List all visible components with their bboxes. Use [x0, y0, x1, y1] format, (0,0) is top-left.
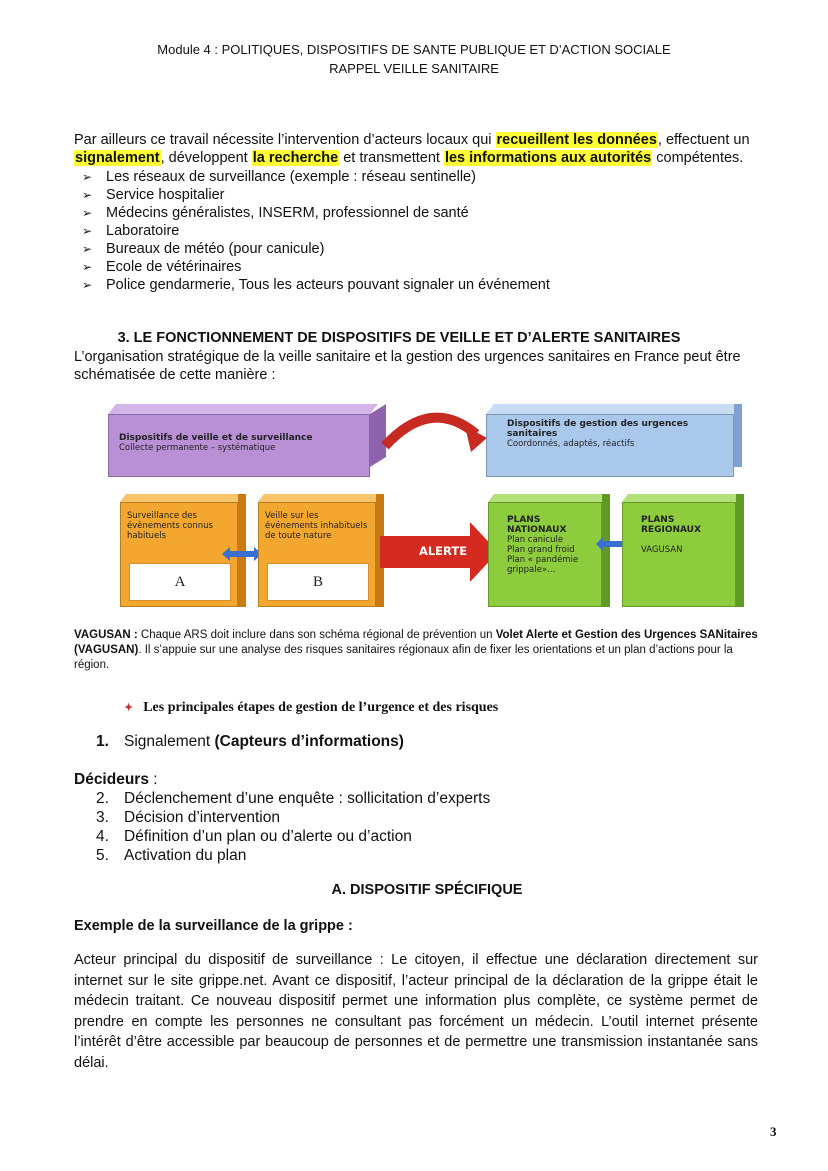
- intro-text: , développent: [160, 150, 252, 166]
- intro-paragraph: [74, 131, 764, 167]
- arrow-bullet-icon: ➢: [82, 224, 93, 238]
- diamond-bullet-icon: ✦: [124, 702, 134, 714]
- intro-text: compétentes.: [652, 150, 744, 166]
- vagusan-label: VAGUSAN :: [74, 629, 138, 641]
- plan-item: Plan « pandémie: [507, 555, 579, 565]
- decideurs-steps: [74, 789, 674, 865]
- plan-item: Plan grand froid: [507, 545, 575, 555]
- header-module-title: Module 4 : POLITIQUES, DISPOSITIFS DE SANTE PUBLIQUE ET D’ACTION SOCIALE: [157, 42, 671, 57]
- list-item: ➢ Ecole de vétérinaires: [82, 259, 242, 275]
- highlight-informations: les informations aux autorités: [444, 150, 652, 166]
- box-a-label: A: [129, 563, 231, 601]
- highlight-recherche: la recherche: [252, 150, 339, 166]
- arrow-bullet-icon: ➢: [82, 188, 93, 202]
- highlight-signalement: signalement: [75, 150, 160, 166]
- arrow-bullet-icon: ➢: [82, 278, 93, 292]
- vagusan-note: VAGUSAN : Chaque ARS doit inclure dans son schéma régional de prévention un Volet Alerte et Gestion des Urgences SANitaires (VAGUSAN). Il s’appuie sur une analyse des risques sanitaires régionaux afin de fixer les orientations et un plan d’actions pour la région.: [74, 629, 758, 671]
- list-item: ➢ Les réseaux de surveillance (exemple : réseau sentinelle): [82, 169, 476, 185]
- box-b-text: Veille sur les événements inhabituels de toute nature: [265, 511, 368, 541]
- page-header: [0, 40, 828, 78]
- veille-sub: Collecte permanente – systématique: [119, 443, 276, 453]
- curved-arrow-icon: [381, 404, 491, 460]
- gestion-sub: Coordonnés, adaptés, réactifs: [507, 439, 635, 449]
- etapes-title: Les principales étapes de gestion de l’urgence et des risques: [143, 700, 499, 715]
- arrow-bullet-icon: ➢: [82, 206, 93, 220]
- list-item: 3. Décision d’intervention: [96, 809, 280, 826]
- intro-text: , effectuent un: [657, 132, 750, 148]
- gestion-title: Dispositifs de gestion des urgences sanitaires: [507, 419, 689, 439]
- plans-regionaux-title: PLANS REGIONAUX: [641, 515, 701, 535]
- etapes-heading: [124, 700, 498, 716]
- intro-text: et transmettent: [339, 150, 444, 166]
- list-item: ➢ Laboratoire: [82, 223, 180, 239]
- list-item: ➢ Médecins généralistes, INSERM, professionnel de santé: [82, 205, 469, 221]
- plan-item: VAGUSAN: [641, 545, 683, 555]
- decideurs-label: Décideurs :: [74, 771, 158, 788]
- alerte-label: ALERTE: [418, 544, 468, 558]
- vagusan-bold: Volet Alerte et Gestion des Urgences SANitaires (VAGUSAN): [74, 629, 758, 656]
- grippe-paragraph: Acteur principal du dispositif de surveillance : Le citoyen, il effectue une déclaration directement sur internet sur le site grippe.net. Avant ce dispositif, l’acteur principal de la déclaration de la grippe était le médecin traitant. Ce nouveau dispositif permet une information plus complète, ce système permet de prendre en compte les personnes ne consultant pas forcément un médecin. L’outil internet présente l’intérêt d’être accessible par beaucoup de personnes et de permettre une transmission instantanée sans délai.: [74, 952, 758, 1071]
- section-3-text: L’organisation stratégique de la veille sanitaire et la gestion des urgences sanitaires en France peut être schématisée de cette manière :: [74, 349, 741, 383]
- veille-diagram: [98, 402, 744, 622]
- list-item: 5. Activation du plan: [96, 847, 247, 864]
- arrow-bullet-icon: ➢: [82, 260, 93, 274]
- list-item: 2. Déclenchement d’une enquête : sollicitation d’experts: [96, 790, 491, 807]
- arrow-bullet-icon: ➢: [82, 242, 93, 256]
- plans-nationaux-title: PLANS NATIONAUX: [507, 515, 567, 535]
- highlight-donnees: recueillent les données: [496, 132, 657, 148]
- section-a-subtitle: Exemple de la surveillance de la grippe :: [74, 918, 353, 934]
- arrow-bullet-icon: ➢: [82, 170, 93, 184]
- list-item: ➢ Service hospitalier: [82, 187, 225, 203]
- section-3-title: 3. LE FONCTIONNEMENT DE DISPOSITIFS DE VEILLE ET D’ALERTE SANITAIRES: [117, 330, 681, 346]
- list-item: 4. Définition d’un plan ou d’alerte ou d’action: [96, 828, 412, 845]
- section-a-title: A. DISPOSITIF SPÉCIFIQUE: [331, 882, 523, 898]
- double-arrow-icon: [222, 546, 262, 562]
- plan-item: Plan canicule: [507, 535, 564, 545]
- veille-title: Dispositifs de veille et de surveillance: [119, 433, 313, 443]
- actors-list: [74, 168, 764, 294]
- header-subtitle: RAPPEL VEILLE SANITAIRE: [329, 61, 499, 76]
- page-number: 3: [770, 1124, 777, 1139]
- list-item: ➢ Police gendarmerie, Tous les acteurs pouvant signaler un événement: [82, 277, 550, 293]
- step-1: 1. Signalement (Capteurs d’informations): [96, 733, 404, 750]
- list-item: ➢ Bureaux de météo (pour canicule): [82, 241, 325, 257]
- box-a-text: Surveillance des évènements connus habituels: [127, 511, 213, 541]
- plan-item: grippale»…: [507, 565, 556, 575]
- intro-text: Par ailleurs ce travail nécessite l’intervention d’acteurs locaux qui: [74, 132, 496, 148]
- box-b-label: B: [267, 563, 369, 601]
